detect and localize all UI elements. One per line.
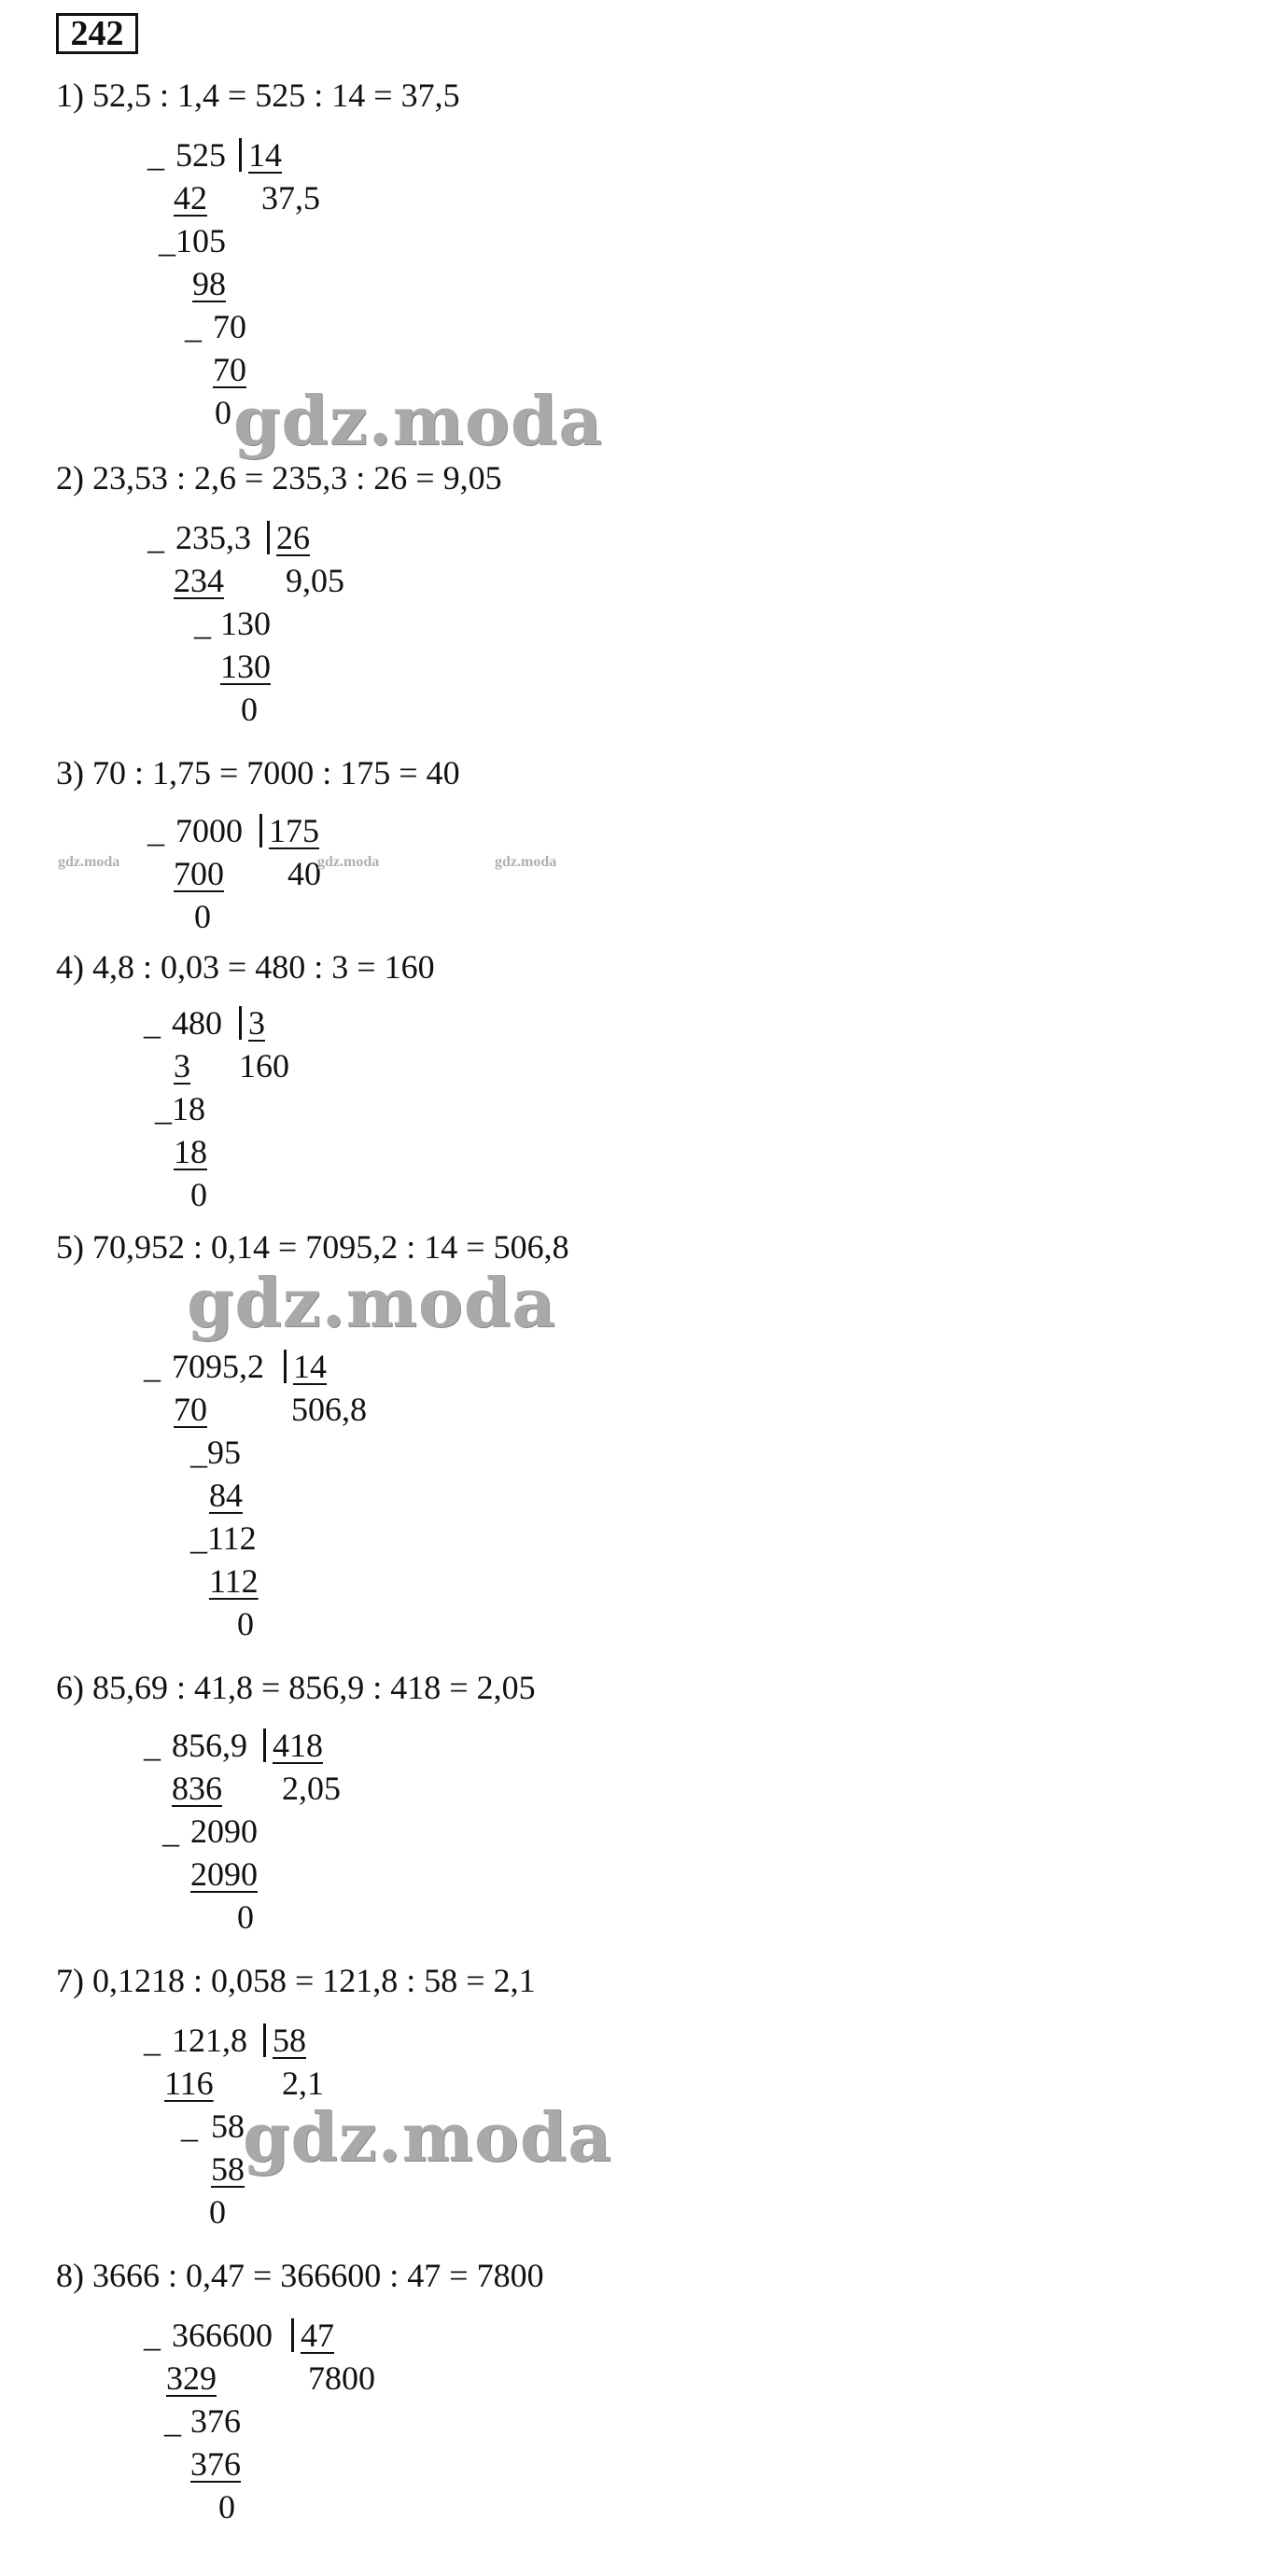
final-remainder: 0	[190, 1176, 207, 1213]
minus-sign: _	[194, 605, 211, 642]
subtrahend: 116	[164, 2065, 214, 2102]
subtrahend: 2090	[190, 1855, 258, 1893]
divisor: 175	[269, 812, 319, 849]
minus-sign: _	[164, 2402, 181, 2440]
divisor: 418	[273, 1727, 323, 1764]
equation-8: 8) 3666 : 0,47 = 366600 : 47 = 7800	[56, 2257, 544, 2294]
divisor: 58	[273, 2022, 306, 2059]
final-remainder: 0	[218, 2488, 235, 2526]
equation-6: 6) 85,69 : 41,8 = 856,9 : 418 = 2,05	[56, 1669, 536, 1706]
equation-2: 2) 23,53 : 2,6 = 235,3 : 26 = 9,05	[56, 459, 502, 497]
subtrahend: 836	[172, 1770, 222, 1807]
remainder: _112	[190, 1519, 257, 1557]
division-bar	[267, 521, 270, 554]
watermark: gdz.moda	[495, 854, 557, 870]
divisor: 26	[276, 519, 310, 556]
final-remainder: 0	[241, 691, 258, 728]
quotient: 40	[287, 855, 321, 892]
subtrahend: 329	[166, 2359, 217, 2397]
equation-5: 5) 70,952 : 0,14 = 7095,2 : 14 = 506,8	[56, 1228, 569, 1266]
watermark: gdz.moda	[233, 381, 603, 460]
final-remainder: 0	[237, 1605, 254, 1643]
dividend: 525	[175, 136, 226, 174]
remainder: _18	[155, 1090, 205, 1127]
watermark: gdz.moda	[317, 854, 380, 870]
remainder: _105	[159, 222, 226, 259]
subtrahend: 130	[220, 648, 271, 685]
quotient: 160	[239, 1047, 289, 1085]
divisor: 14	[248, 136, 282, 174]
divisor: 47	[301, 2317, 334, 2354]
remainder: 130	[220, 605, 271, 642]
minus-sign: _	[147, 519, 164, 556]
quotient: 2,05	[282, 1770, 341, 1807]
subtrahend: 42	[174, 179, 207, 217]
dividend: 366600	[172, 2317, 273, 2354]
division-bar	[263, 1729, 266, 1762]
division-bar	[284, 1350, 287, 1383]
dividend: 121,8	[172, 2022, 247, 2059]
quotient: 9,05	[286, 562, 344, 599]
divisor: 14	[293, 1348, 327, 1385]
final-remainder: 0	[215, 394, 231, 431]
remainder: _95	[190, 1434, 241, 1471]
watermark: gdz.moda	[243, 2097, 612, 2177]
subtrahend: 3	[174, 1047, 190, 1085]
divisor: 3	[248, 1004, 265, 1042]
minus-sign: _	[144, 2317, 161, 2354]
minus-sign: _	[144, 1727, 161, 1764]
remainder: 70	[213, 308, 246, 345]
subtrahend: 70	[174, 1391, 207, 1428]
quotient: 37,5	[261, 179, 320, 217]
minus-sign: _	[144, 2022, 161, 2059]
subtrahend: 700	[174, 855, 224, 892]
minus-sign: _	[147, 136, 164, 174]
dividend: 235,3	[175, 519, 251, 556]
remainder: 376	[190, 2402, 241, 2440]
minus-sign: _	[185, 308, 202, 345]
watermark: gdz.moda	[58, 854, 120, 870]
minus-sign: _	[144, 1348, 161, 1385]
final-remainder: 0	[209, 2193, 226, 2231]
equation-7: 7) 0,1218 : 0,058 = 121,8 : 58 = 2,1	[56, 1962, 536, 1999]
minus-sign: _	[147, 812, 164, 849]
equation-1: 1) 52,5 : 1,4 = 525 : 14 = 37,5	[56, 77, 460, 114]
quotient: 506,8	[291, 1391, 367, 1428]
dividend: 7000	[175, 812, 243, 849]
division-bar	[239, 1006, 242, 1040]
minus-sign: _	[144, 1004, 161, 1042]
final-remainder: 0	[237, 1898, 254, 1936]
dividend: 7095,2	[172, 1348, 264, 1385]
watermark: gdz.moda	[187, 1263, 556, 1342]
quotient: 7800	[308, 2359, 375, 2397]
subtrahend: 98	[192, 265, 226, 302]
minus-sign: _	[162, 1813, 179, 1850]
subtrahend: 376	[190, 2445, 241, 2483]
subtrahend: 84	[209, 1477, 243, 1514]
division-bar	[291, 2318, 294, 2352]
subtrahend: 70	[213, 351, 246, 388]
remainder: 2090	[190, 1813, 258, 1850]
division-bar	[239, 138, 242, 172]
equation-3: 3) 70 : 1,75 = 7000 : 175 = 40	[56, 754, 460, 791]
division-bar	[263, 2023, 266, 2057]
subtrahend: 18	[174, 1133, 207, 1170]
final-remainder: 0	[194, 898, 211, 935]
minus-sign: _	[181, 2107, 198, 2145]
dividend: 480	[172, 1004, 222, 1042]
division-bar	[259, 814, 262, 847]
subtrahend: 112	[209, 1562, 259, 1600]
subtrahend: 58	[211, 2150, 245, 2188]
remainder: 58	[211, 2107, 245, 2145]
quotient: 2,1	[282, 2065, 324, 2102]
subtrahend: 234	[174, 562, 224, 599]
dividend: 856,9	[172, 1727, 247, 1764]
equation-4: 4) 4,8 : 0,03 = 480 : 3 = 160	[56, 948, 435, 986]
task-number: 242	[56, 13, 138, 54]
